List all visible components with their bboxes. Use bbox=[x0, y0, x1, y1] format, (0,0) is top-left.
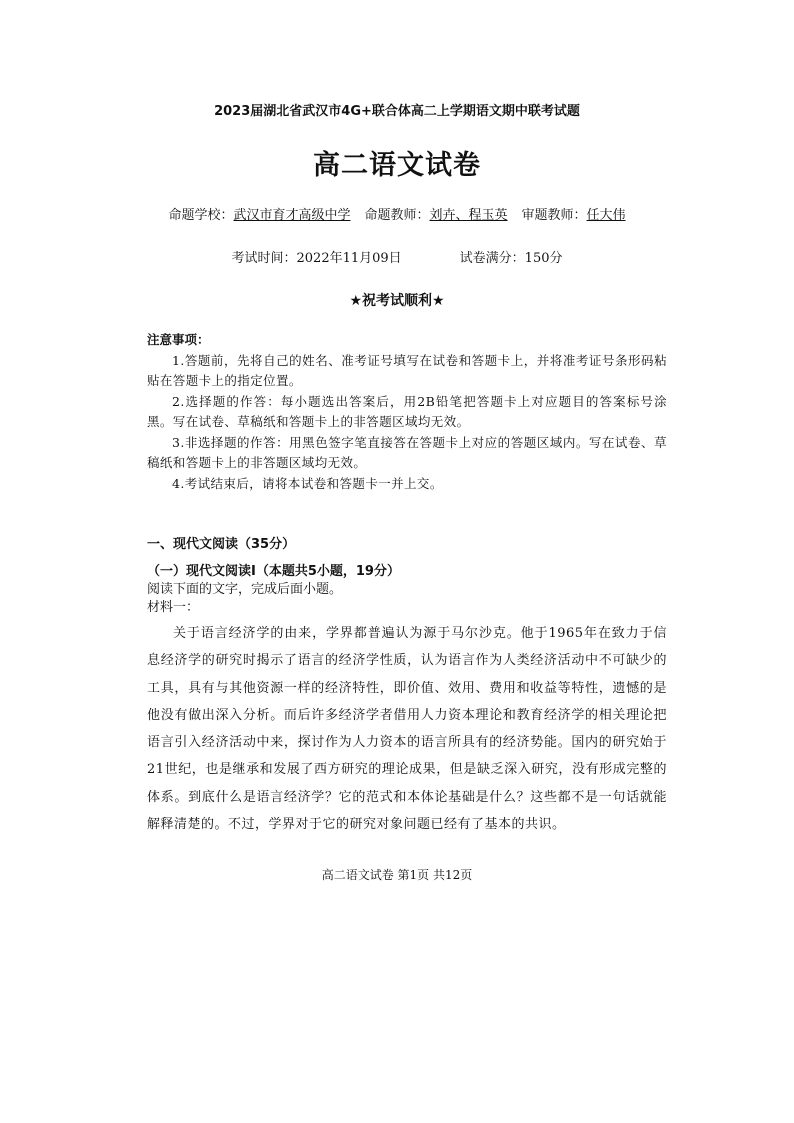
article-paragraph: 关于语言经济学的由来，学界都普遍认为源于马尔沙克。他于1965年在致力于信息经济学的研究时揭示了语言的经济学性质，认为语言作为人类经济活动中不可缺少的工具，具有与其他资源一样的经济特性，即价值、效用、费用和收益等特性，遗憾的是他没有做出深入分析。而后许多经济学者借用人力资本理论和教育经济学的相关理论把语言引入经济活动中来，探讨作为人力资本的语言所具有的经济势能。国内的研究始于21世纪，也是继承和发展了西方研究的理论成果，但是缺乏深入研究，没有形成完整的体系。到底什么是语言经济学？它的范式和本体论基础是什么？这些都不是一句话就能解释清楚的。不过，学界对于它的研究对象问题已经有了基本的共识。 bbox=[147, 626, 667, 833]
section-title: 一、现代文阅读（35分） bbox=[147, 537, 296, 552]
exam-time: 考试时间：2022年11月09日 bbox=[231, 251, 402, 266]
material-label: 材料一： bbox=[147, 600, 200, 615]
notes-block bbox=[147, 330, 667, 494]
reading-instruction: 阅读下面的文字，完成后面小题。 bbox=[147, 582, 343, 597]
exam-info-line bbox=[0, 247, 794, 266]
blessing: ★祝考试顺利★ bbox=[349, 293, 445, 309]
page-footer: 高二语文试卷 第1页 共12页 bbox=[321, 868, 473, 882]
page-title: 高二语文试卷 bbox=[313, 150, 481, 181]
note-item: 1.答题前，先将自己的姓名、准考证号填写在试卷和答题卡上，并将准考证号条形码粘贴在答题卡上的指定位置。 bbox=[147, 352, 667, 388]
notes-title: 注意事项： bbox=[147, 332, 210, 347]
reviewer-label: 审题教师： bbox=[521, 208, 587, 223]
reviewer-name: 任大伟 bbox=[586, 208, 626, 223]
school-name: 武汉市育才高级中学 bbox=[233, 208, 351, 223]
author-line bbox=[0, 204, 794, 223]
teacher-names: 刘卉、程玉英 bbox=[429, 208, 508, 223]
school-label: 命题学校： bbox=[168, 208, 234, 223]
full-score: 试卷满分：150分 bbox=[459, 251, 563, 266]
note-item: 3.非选择题的作答：用黑色签字笔直接答在答题卡上对应的答题区域内。写在试卷、草稿纸和答题卡上的非答题区域均无效。 bbox=[147, 434, 667, 470]
exam-name: 2023届湖北省武汉市4G+联合体高二上学期语文期中联考试题 bbox=[214, 104, 580, 119]
teacher-label: 命题教师： bbox=[364, 208, 430, 223]
note-item: 4.考试结束后，请将本试卷和答题卡一并上交。 bbox=[172, 475, 443, 491]
sub-section-title: （一）现代文阅读Ⅰ（本题共5小题，19分） bbox=[147, 564, 400, 579]
note-item: 2.选择题的作答：每小题选出答案后，用2B铅笔把答题卡上对应题目的答案标号涂黑。写在试卷、草稿纸和答题卡上的非答题区域均无效。 bbox=[147, 393, 667, 429]
